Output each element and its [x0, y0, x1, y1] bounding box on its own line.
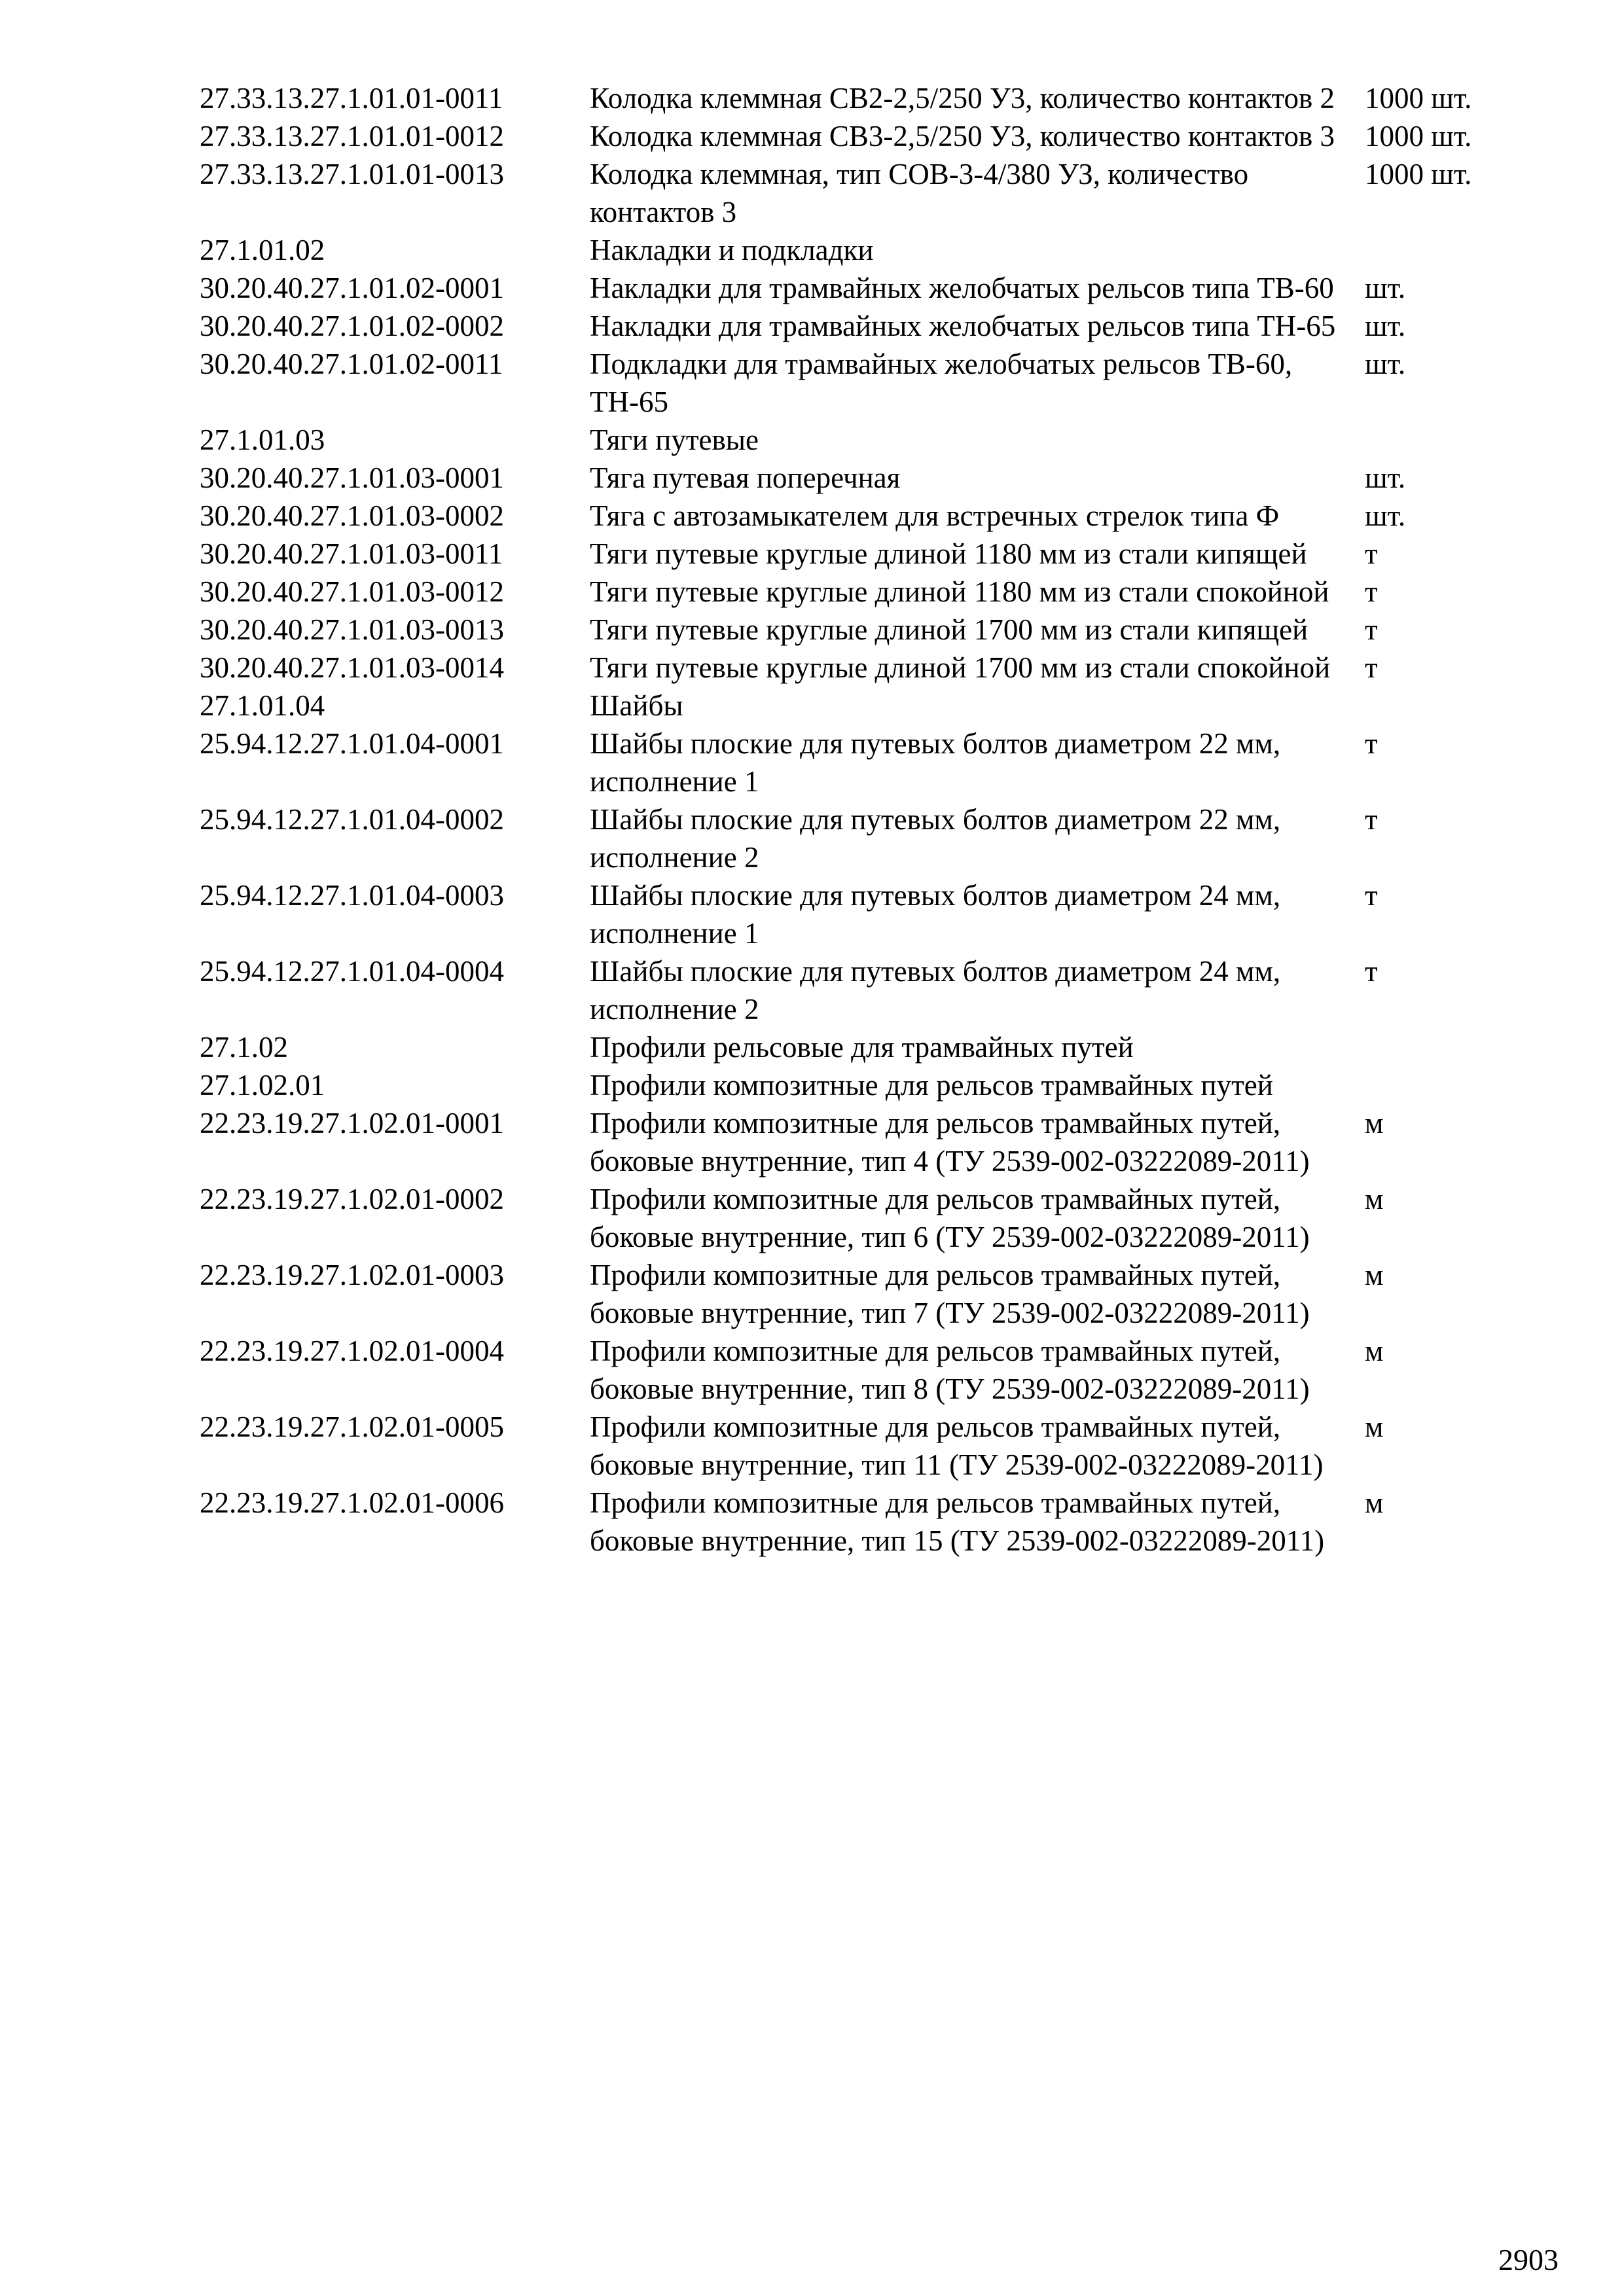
section-code: 27.1.02: [200, 1031, 288, 1064]
table-row: [200, 876, 1502, 952]
resource-table: [200, 79, 1502, 1560]
resource-code: 22.23.19.27.1.02.01-0003: [200, 1259, 504, 1291]
unit-of-measure: м: [1365, 1486, 1384, 1519]
resource-code: 30.20.40.27.1.01.02-0011: [200, 348, 503, 380]
unit-of-measure: т: [1365, 955, 1378, 988]
resource-code: 22.23.19.27.1.02.01-0006: [200, 1486, 504, 1519]
unit-of-measure: шт.: [1365, 499, 1406, 532]
table-row: [200, 79, 1502, 117]
unit-of-measure: т: [1365, 613, 1378, 646]
table-row: [200, 269, 1502, 307]
unit-of-measure: шт.: [1365, 348, 1406, 380]
table-row: [200, 1104, 1502, 1180]
resource-name: Накладки для трамвайных желобчатых рельсов типа ТН-65: [590, 310, 1336, 342]
table-row: [200, 1484, 1502, 1560]
resource-code: 30.20.40.27.1.01.03-0002: [200, 499, 504, 532]
resource-code: 30.20.40.27.1.01.03-0011: [200, 537, 503, 570]
table-row: [200, 800, 1502, 876]
table-row: [200, 117, 1502, 155]
section-name: Профили рельсовые для трамвайных путей: [590, 1031, 1134, 1064]
resource-code: 30.20.40.27.1.01.03-0013: [200, 613, 504, 646]
resource-name: Накладки для трамвайных желобчатых рельсов типа ТВ-60: [590, 272, 1334, 304]
table-row: [200, 952, 1502, 1028]
resource-code: 30.20.40.27.1.01.02-0002: [200, 310, 504, 342]
resource-code: 30.20.40.27.1.01.03-0014: [200, 651, 504, 684]
group-name: Профили композитные для рельсов трамвайных путей: [590, 1069, 1273, 1102]
group-name: Накладки и подкладки: [590, 234, 874, 266]
resource-code: 22.23.19.27.1.02.01-0001: [200, 1107, 504, 1139]
unit-of-measure: т: [1365, 803, 1378, 836]
resource-name: Тяги путевые круглые длиной 1180 мм из стали спокойной: [590, 575, 1329, 608]
resource-name: Тяги путевые круглые длиной 1180 мм из стали кипящей: [590, 537, 1307, 570]
resource-code: 27.33.13.27.1.01.01-0011: [200, 82, 503, 115]
resource-name: Тяги путевые круглые длиной 1700 мм из стали кипящей: [590, 613, 1308, 646]
resource-code: 27.33.13.27.1.01.01-0012: [200, 120, 504, 152]
unit-of-measure: т: [1365, 727, 1378, 760]
resource-code: 30.20.40.27.1.01.03-0001: [200, 461, 504, 494]
table-row: [200, 1066, 1502, 1104]
unit-of-measure: 1000 шт.: [1365, 120, 1472, 152]
table-row: [200, 1028, 1502, 1066]
group-code: 27.1.02.01: [200, 1069, 325, 1102]
unit-of-measure: т: [1365, 879, 1378, 912]
table-row: [200, 573, 1502, 611]
resource-name: Шайбы плоские для путевых болтов диаметром 22 мм, исполнение 2: [590, 803, 1281, 874]
unit-of-measure: шт.: [1365, 272, 1406, 304]
resource-code: 22.23.19.27.1.02.01-0004: [200, 1335, 504, 1367]
unit-of-measure: т: [1365, 575, 1378, 608]
resource-code: 25.94.12.27.1.01.04-0004: [200, 955, 504, 988]
resource-name: Шайбы плоские для путевых болтов диаметром 24 мм, исполнение 1: [590, 879, 1281, 950]
table-row: [200, 687, 1502, 725]
resource-name: Тяга с автозамыкателем для встречных стрелок типа Ф: [590, 499, 1280, 532]
unit-of-measure: т: [1365, 537, 1378, 570]
resource-name: Профили композитные для рельсов трамвайных путей, боковые внутренние, тип 7 (ТУ 2539-002-03222089-2011): [590, 1259, 1310, 1329]
resource-name: Профили композитные для рельсов трамвайных путей, боковые внутренние, тип 15 (ТУ 2539-002-03222089-2011): [590, 1486, 1325, 1557]
resource-code: 30.20.40.27.1.01.03-0012: [200, 575, 504, 608]
unit-of-measure: 1000 шт.: [1365, 82, 1472, 115]
resource-name: Колодка клеммная СВ3-2,5/250 У3, количество контактов 3: [590, 120, 1335, 152]
resource-name: Профили композитные для рельсов трамвайных путей, боковые внутренние, тип 8 (ТУ 2539-002-03222089-2011): [590, 1335, 1310, 1405]
table-row: [200, 231, 1502, 269]
resource-code: 22.23.19.27.1.02.01-0005: [200, 1410, 504, 1443]
table-row: [200, 725, 1502, 800]
table-row: [200, 1408, 1502, 1484]
resource-code: 25.94.12.27.1.01.04-0003: [200, 879, 504, 912]
table-row: [200, 155, 1502, 231]
group-name: Тяги путевые: [590, 423, 759, 456]
unit-of-measure: м: [1365, 1107, 1384, 1139]
table-row: [200, 497, 1502, 535]
resource-name: Профили композитные для рельсов трамвайных путей, боковые внутренние, тип 6 (ТУ 2539-002-03222089-2011): [590, 1183, 1310, 1253]
resource-name: Колодка клеммная, тип СОВ-3-4/380 УЗ, количество контактов 3: [590, 158, 1249, 228]
table-row: [200, 1180, 1502, 1256]
resource-code: 25.94.12.27.1.01.04-0002: [200, 803, 504, 836]
resource-code: 25.94.12.27.1.01.04-0001: [200, 727, 504, 760]
unit-of-measure: 1000 шт.: [1365, 158, 1472, 190]
resource-code: 30.20.40.27.1.01.02-0001: [200, 272, 504, 304]
page-number: 2903: [1498, 2243, 1559, 2276]
unit-of-measure: м: [1365, 1335, 1384, 1367]
resource-name: Тяга путевая поперечная: [590, 461, 901, 494]
group-code: 27.1.01.04: [200, 689, 325, 722]
resource-code: 27.33.13.27.1.01.01-0013: [200, 158, 504, 190]
resource-code: 22.23.19.27.1.02.01-0002: [200, 1183, 504, 1215]
group-name: Шайбы: [590, 689, 683, 722]
unit-of-measure: м: [1365, 1183, 1384, 1215]
resource-name: Колодка клеммная СВ2-2,5/250 У3, количество контактов 2: [590, 82, 1335, 115]
table-row: [200, 345, 1502, 421]
resource-name: Шайбы плоские для путевых болтов диаметром 24 мм, исполнение 2: [590, 955, 1281, 1026]
table-row: [200, 1332, 1502, 1408]
table-row: [200, 459, 1502, 497]
unit-of-measure: м: [1365, 1259, 1384, 1291]
unit-of-measure: т: [1365, 651, 1378, 684]
table-row: [200, 535, 1502, 573]
resource-name: Профили композитные для рельсов трамвайных путей, боковые внутренние, тип 4 (ТУ 2539-002-03222089-2011): [590, 1107, 1310, 1177]
table-row: [200, 307, 1502, 345]
group-code: 27.1.01.03: [200, 423, 325, 456]
resource-name: Тяги путевые круглые длиной 1700 мм из стали спокойной: [590, 651, 1331, 684]
table-row: [200, 1256, 1502, 1332]
unit-of-measure: шт.: [1365, 310, 1406, 342]
group-code: 27.1.01.02: [200, 234, 325, 266]
resource-name: Профили композитные для рельсов трамвайных путей, боковые внутренние, тип 11 (ТУ 2539-002-03222089-2011): [590, 1410, 1324, 1481]
table-row: [200, 649, 1502, 687]
unit-of-measure: шт.: [1365, 461, 1406, 494]
unit-of-measure: м: [1365, 1410, 1384, 1443]
resource-name: Подкладки для трамвайных желобчатых рельсов ТВ-60, ТН-65: [590, 348, 1293, 418]
table-row: [200, 611, 1502, 649]
resource-name: Шайбы плоские для путевых болтов диаметром 22 мм, исполнение 1: [590, 727, 1281, 798]
table-row: [200, 421, 1502, 459]
